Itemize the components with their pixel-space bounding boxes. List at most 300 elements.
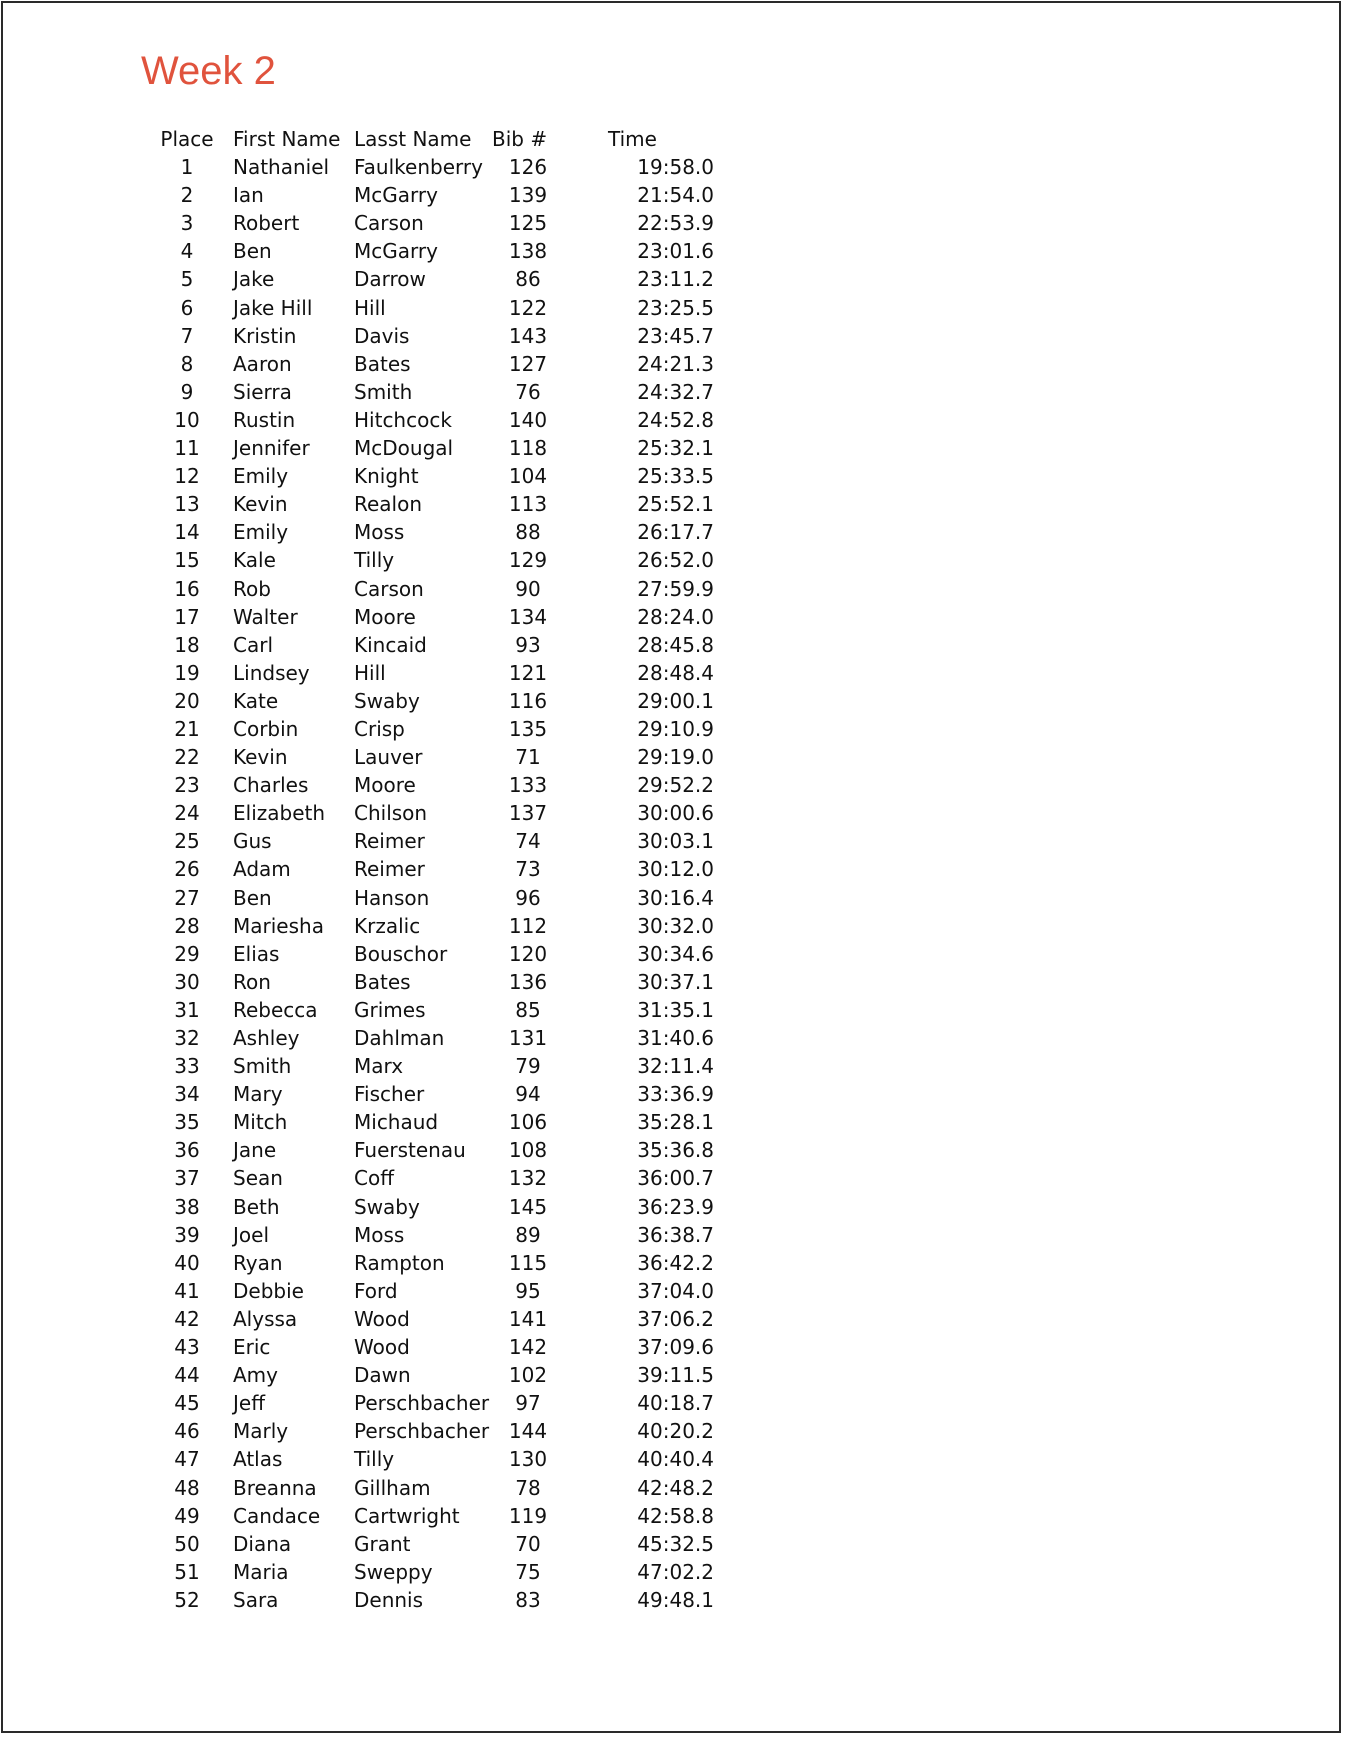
cell-first-name: Rebecca: [233, 997, 318, 1022]
cell-first-name: Marly: [233, 1419, 289, 1444]
cell-last-name: Tilly: [354, 1447, 395, 1472]
cell-time-value: 42:58.8: [637, 1503, 714, 1528]
cell-place: 23: [174, 773, 200, 798]
table-header-row: [141, 125, 854, 153]
cell-last-name: Kincaid: [354, 632, 427, 657]
results-table: [141, 125, 854, 1614]
cell-time-value: 35:28.1: [637, 1110, 714, 1135]
cell-bib: 144: [508, 1419, 548, 1444]
cell-place: 43: [174, 1335, 200, 1360]
cell-time-value: 24:32.7: [637, 379, 714, 404]
table-row: [141, 743, 854, 771]
cell-bib: 106: [508, 1110, 548, 1135]
table-row: [141, 294, 854, 322]
cell-last-name: Perschbacher: [354, 1391, 490, 1416]
cell-first-name: Jane: [233, 1138, 277, 1163]
table-row: [141, 1024, 854, 1052]
cell-place: 42: [174, 1306, 200, 1331]
cell-last-name: McGarry: [354, 183, 438, 208]
cell-time: [564, 181, 854, 209]
cell-bib: 74: [515, 829, 541, 854]
cell-time: [564, 294, 854, 322]
table-row: [141, 1108, 854, 1136]
cell-time: [564, 1277, 854, 1305]
table-row: [141, 799, 854, 827]
cell-time: [564, 940, 854, 968]
cell-bib: 90: [515, 576, 541, 601]
column-header-bib: Bib #: [492, 127, 548, 151]
cell-place: 30: [174, 969, 200, 994]
cell-first-name: Maria: [233, 1559, 289, 1584]
cell-time-value: 37:04.0: [637, 1278, 714, 1303]
cell-first-name: Beth: [233, 1194, 280, 1219]
cell-time-value: 30:34.6: [637, 941, 714, 966]
cell-time: [564, 1389, 854, 1417]
cell-time: [564, 546, 854, 574]
cell-place: 37: [174, 1166, 200, 1191]
cell-first-name: Breanna: [233, 1475, 317, 1500]
cell-time: [564, 518, 854, 546]
cell-first-name: Rustin: [233, 407, 296, 432]
table-row: [141, 715, 854, 743]
cell-time-value: 33:36.9: [637, 1082, 714, 1107]
column-header-first-name: First Name: [233, 127, 341, 151]
cell-time-value: 23:11.2: [637, 267, 714, 292]
table-row: [141, 1305, 854, 1333]
cell-last-name: Sweppy: [354, 1559, 433, 1584]
cell-last-name: Rampton: [354, 1250, 445, 1275]
cell-first-name: Mary: [233, 1082, 283, 1107]
cell-first-name: Nathaniel: [233, 155, 330, 180]
cell-bib: 145: [508, 1194, 548, 1219]
cell-bib: 131: [508, 1026, 548, 1050]
cell-bib: 116: [508, 688, 548, 713]
cell-last-name: Wood: [354, 1335, 410, 1360]
cell-first-name: Debbie: [233, 1278, 304, 1303]
column-header-time-label: Time: [608, 127, 657, 151]
cell-place: 17: [174, 604, 200, 629]
table-row: [141, 1052, 854, 1080]
cell-time-value: 40:20.2: [637, 1419, 714, 1444]
cell-time-value: 30:32.0: [637, 913, 714, 938]
cell-time-value: 31:40.6: [637, 1026, 714, 1050]
cell-last-name: Lauver: [354, 745, 423, 770]
cell-last-name: Swaby: [354, 1194, 420, 1219]
cell-bib: 121: [508, 660, 548, 685]
table-row: [141, 265, 854, 293]
cell-time-value: 47:02.2: [637, 1559, 714, 1584]
table-row: [141, 687, 854, 715]
cell-bib: 94: [515, 1082, 541, 1107]
cell-time: [564, 153, 854, 181]
cell-time-value: 49:48.1: [637, 1587, 714, 1612]
cell-first-name: Jennifer: [233, 436, 310, 461]
cell-time-value: 37:06.2: [637, 1306, 714, 1331]
cell-first-name: Kristin: [233, 323, 297, 348]
cell-time: [564, 827, 854, 855]
cell-bib: 133: [508, 773, 548, 798]
cell-first-name: Emily: [233, 464, 289, 489]
cell-bib: 142: [508, 1335, 548, 1360]
table-row: [141, 912, 854, 940]
cell-time-value: 29:19.0: [637, 745, 714, 770]
cell-place: 35: [174, 1110, 200, 1135]
cell-last-name: Perschbacher: [354, 1419, 490, 1444]
cell-first-name: Lindsey: [233, 660, 310, 685]
cell-first-name: Sierra: [233, 379, 292, 404]
table-row: [141, 1389, 854, 1417]
cell-time-value: 28:48.4: [637, 660, 714, 685]
cell-time: [564, 743, 854, 771]
cell-time-value: 40:18.7: [637, 1391, 714, 1416]
cell-place: 13: [174, 492, 200, 517]
cell-bib: 135: [508, 716, 548, 741]
cell-time-value: 23:45.7: [637, 323, 714, 348]
cell-place: 50: [174, 1531, 200, 1556]
cell-last-name: Grimes: [354, 997, 426, 1022]
cell-bib: 141: [508, 1306, 548, 1331]
cell-first-name: Amy: [233, 1363, 278, 1388]
cell-place: 15: [174, 548, 200, 573]
cell-last-name: Coff: [354, 1166, 394, 1191]
cell-first-name: Robert: [233, 211, 300, 236]
cell-time: [564, 322, 854, 350]
cell-time-value: 26:17.7: [637, 520, 714, 545]
cell-time: [564, 575, 854, 603]
cell-bib: 75: [515, 1559, 541, 1584]
cell-first-name: Sean: [233, 1166, 283, 1191]
cell-time-value: 30:03.1: [637, 829, 714, 854]
cell-last-name: Hill: [354, 295, 386, 320]
cell-place: 48: [174, 1475, 200, 1500]
cell-time-value: 21:54.0: [637, 183, 714, 208]
table-row: [141, 1080, 854, 1108]
document-page: [1, 1, 1341, 1733]
cell-first-name: Gus: [233, 829, 272, 854]
cell-place: 34: [174, 1082, 200, 1107]
cell-bib: 86: [515, 267, 541, 292]
cell-first-name: Ryan: [233, 1250, 283, 1275]
cell-first-name: Mitch: [233, 1110, 288, 1135]
cell-time-value: 32:11.4: [637, 1054, 714, 1079]
table-row: [141, 1193, 854, 1221]
cell-time: [564, 209, 854, 237]
cell-first-name: Atlas: [233, 1447, 283, 1472]
cell-place: 49: [174, 1503, 200, 1528]
cell-bib: 143: [508, 323, 548, 348]
cell-time: [564, 406, 854, 434]
table-row: [141, 1530, 854, 1558]
cell-bib: 118: [508, 436, 548, 461]
cell-place: 27: [174, 885, 200, 910]
cell-place: 32: [174, 1026, 200, 1050]
cell-bib: 85: [515, 997, 541, 1022]
cell-time: [564, 1193, 854, 1221]
cell-time: [564, 855, 854, 883]
cell-last-name: Carson: [354, 211, 424, 236]
cell-time: [564, 1502, 854, 1530]
cell-time-value: 31:35.1: [637, 997, 714, 1022]
table-row: [141, 322, 854, 350]
cell-place: 5: [180, 267, 194, 292]
cell-last-name: Faulkenberry: [354, 155, 483, 180]
table-row: [141, 1333, 854, 1361]
cell-place: 47: [174, 1447, 200, 1472]
cell-place: 52: [174, 1587, 200, 1612]
table-row: [141, 575, 854, 603]
cell-bib: 134: [508, 604, 548, 629]
cell-place: 45: [174, 1391, 200, 1416]
cell-place: 9: [180, 379, 194, 404]
table-row: [141, 209, 854, 237]
cell-bib: 83: [515, 1587, 541, 1612]
table-row: [141, 855, 854, 883]
cell-time: [564, 631, 854, 659]
cell-time: [564, 884, 854, 912]
cell-time-value: 42:48.2: [637, 1475, 714, 1500]
cell-place: 46: [174, 1419, 200, 1444]
cell-time-value: 29:10.9: [637, 716, 714, 741]
cell-time-value: 25:32.1: [637, 436, 714, 461]
cell-last-name: Realon: [354, 492, 423, 517]
cell-first-name: Elizabeth: [233, 801, 326, 826]
cell-last-name: Hill: [354, 660, 386, 685]
cell-last-name: Smith: [354, 379, 413, 404]
cell-last-name: Bouschor: [354, 941, 448, 966]
cell-last-name: Gillham: [354, 1475, 431, 1500]
cell-time: [564, 996, 854, 1024]
table-row: [141, 153, 854, 181]
cell-bib: 96: [515, 885, 541, 910]
cell-last-name: Darrow: [354, 267, 426, 292]
cell-place: 14: [174, 520, 200, 545]
cell-place: 19: [174, 660, 200, 685]
table-row: [141, 1558, 854, 1586]
cell-time-value: 30:37.1: [637, 969, 714, 994]
cell-bib: 78: [515, 1475, 541, 1500]
cell-last-name: Moss: [354, 1222, 405, 1247]
cell-bib: 130: [508, 1447, 548, 1472]
cell-first-name: Eric: [233, 1335, 271, 1360]
cell-place: 6: [180, 295, 194, 320]
cell-place: 1: [180, 155, 194, 180]
cell-time: [564, 1249, 854, 1277]
cell-last-name: Fischer: [354, 1082, 425, 1107]
cell-place: 26: [174, 857, 200, 882]
cell-time-value: 24:52.8: [637, 407, 714, 432]
cell-time: [564, 715, 854, 743]
cell-time-value: 36:23.9: [637, 1194, 714, 1219]
cell-place: 24: [174, 801, 200, 826]
table-row: [141, 518, 854, 546]
cell-bib: 93: [515, 632, 541, 657]
cell-time-value: 36:42.2: [637, 1250, 714, 1275]
cell-bib: 102: [508, 1363, 548, 1388]
cell-last-name: Davis: [354, 323, 410, 348]
cell-time: [564, 912, 854, 940]
cell-first-name: Kevin: [233, 492, 288, 517]
cell-time-value: 19:58.0: [637, 155, 714, 180]
table-row: [141, 1221, 854, 1249]
cell-time-value: 28:24.0: [637, 604, 714, 629]
cell-first-name: Emily: [233, 520, 289, 545]
cell-time: [564, 1530, 854, 1558]
cell-first-name: Rob: [233, 576, 271, 601]
cell-last-name: Grant: [354, 1531, 411, 1556]
table-row: [141, 406, 854, 434]
cell-bib: 139: [508, 183, 548, 208]
table-row: [141, 1474, 854, 1502]
cell-time-value: 29:52.2: [637, 773, 714, 798]
cell-time: [564, 265, 854, 293]
cell-first-name: Ashley: [233, 1026, 300, 1050]
cell-first-name: Sara: [233, 1587, 279, 1612]
cell-time-value: 29:00.1: [637, 688, 714, 713]
cell-bib: 88: [515, 520, 541, 545]
cell-first-name: Alyssa: [233, 1306, 298, 1331]
results-body: [141, 153, 854, 1614]
cell-time-value: 22:53.9: [637, 211, 714, 236]
cell-time: [564, 1221, 854, 1249]
cell-last-name: Michaud: [354, 1110, 439, 1135]
cell-time: [564, 968, 854, 996]
table-row: [141, 434, 854, 462]
cell-time: [564, 462, 854, 490]
cell-time-value: 24:21.3: [637, 351, 714, 376]
cell-last-name: Crisp: [354, 716, 405, 741]
cell-place: 28: [174, 913, 200, 938]
cell-bib: 95: [515, 1278, 541, 1303]
column-header-time: [564, 125, 854, 153]
cell-first-name: Jake Hill: [233, 295, 313, 320]
cell-last-name: Marx: [354, 1054, 404, 1079]
cell-time-value: 25:33.5: [637, 464, 714, 489]
cell-first-name: Kate: [233, 688, 279, 713]
cell-last-name: Hanson: [354, 885, 430, 910]
cell-last-name: Krzalic: [354, 913, 421, 938]
cell-time: [564, 350, 854, 378]
cell-time: [564, 490, 854, 518]
cell-bib: 113: [508, 492, 548, 517]
cell-place: 33: [174, 1054, 200, 1079]
table-row: [141, 1445, 854, 1473]
table-row: [141, 350, 854, 378]
cell-bib: 136: [508, 969, 548, 994]
cell-time-value: 30:12.0: [637, 857, 714, 882]
table-row: [141, 1164, 854, 1192]
cell-last-name: Tilly: [354, 548, 395, 573]
cell-last-name: McDougal: [354, 436, 454, 461]
cell-time: [564, 771, 854, 799]
cell-last-name: Dahlman: [354, 1026, 445, 1050]
cell-last-name: McGarry: [354, 239, 438, 264]
cell-first-name: Corbin: [233, 716, 299, 741]
cell-bib: 73: [515, 857, 541, 882]
cell-first-name: Elias: [233, 941, 280, 966]
cell-time-value: 28:45.8: [637, 632, 714, 657]
cell-bib: 97: [515, 1391, 541, 1416]
cell-first-name: Ian: [233, 183, 264, 208]
cell-place: 38: [174, 1194, 200, 1219]
cell-time: [564, 687, 854, 715]
cell-place: 7: [180, 323, 194, 348]
cell-place: 40: [174, 1250, 200, 1275]
table-row: [141, 378, 854, 406]
cell-bib: 119: [508, 1503, 548, 1528]
cell-bib: 140: [508, 407, 548, 432]
cell-place: 36: [174, 1138, 200, 1163]
cell-time-value: 23:01.6: [637, 239, 714, 264]
cell-bib: 129: [508, 548, 548, 573]
table-row: [141, 1417, 854, 1445]
cell-last-name: Moss: [354, 520, 405, 545]
cell-last-name: Carson: [354, 576, 424, 601]
cell-bib: 89: [515, 1222, 541, 1247]
cell-time: [564, 1305, 854, 1333]
cell-bib: 125: [508, 211, 548, 236]
cell-place: 20: [174, 688, 200, 713]
cell-time: [564, 1024, 854, 1052]
cell-time: [564, 1417, 854, 1445]
cell-time: [564, 1108, 854, 1136]
cell-first-name: Candace: [233, 1503, 321, 1528]
cell-time: [564, 1558, 854, 1586]
cell-first-name: Kevin: [233, 745, 288, 770]
cell-last-name: Ford: [354, 1278, 398, 1303]
page-title: Week 2: [141, 49, 276, 93]
cell-place: 21: [174, 716, 200, 741]
cell-time-value: 39:11.5: [637, 1363, 714, 1388]
table-row: [141, 1502, 854, 1530]
cell-first-name: Jeff: [233, 1391, 265, 1416]
cell-bib: 76: [515, 379, 541, 404]
cell-last-name: Cartwright: [354, 1503, 460, 1528]
cell-time: [564, 799, 854, 827]
table-row: [141, 237, 854, 265]
cell-time-value: 30:16.4: [637, 885, 714, 910]
cell-time-value: 37:09.6: [637, 1335, 714, 1360]
cell-time: [564, 1080, 854, 1108]
cell-bib: 137: [508, 801, 548, 826]
cell-time-value: 36:38.7: [637, 1222, 714, 1247]
cell-last-name: Chilson: [354, 801, 428, 826]
cell-time: [564, 1136, 854, 1164]
cell-time: [564, 1333, 854, 1361]
cell-place: 31: [174, 997, 200, 1022]
cell-place: 3: [180, 211, 194, 236]
cell-last-name: Swaby: [354, 688, 420, 713]
table-row: [141, 827, 854, 855]
cell-bib: 104: [508, 464, 548, 489]
cell-last-name: Moore: [354, 773, 416, 798]
cell-last-name: Knight: [354, 464, 419, 489]
table-row: [141, 1361, 854, 1389]
cell-first-name: Jake: [233, 267, 275, 292]
cell-first-name: Walter: [233, 604, 298, 629]
table-row: [141, 940, 854, 968]
cell-bib: 122: [508, 295, 548, 320]
cell-last-name: Bates: [354, 351, 411, 376]
cell-time: [564, 1445, 854, 1473]
cell-last-name: Bates: [354, 969, 411, 994]
cell-time-value: 23:25.5: [637, 295, 714, 320]
cell-last-name: Fuerstenau: [354, 1138, 466, 1163]
cell-last-name: Moore: [354, 604, 416, 629]
column-header-place: Place: [160, 127, 214, 151]
cell-first-name: Mariesha: [233, 913, 324, 938]
cell-time-value: 30:00.6: [637, 801, 714, 826]
cell-time-value: 40:40.4: [637, 1447, 714, 1472]
